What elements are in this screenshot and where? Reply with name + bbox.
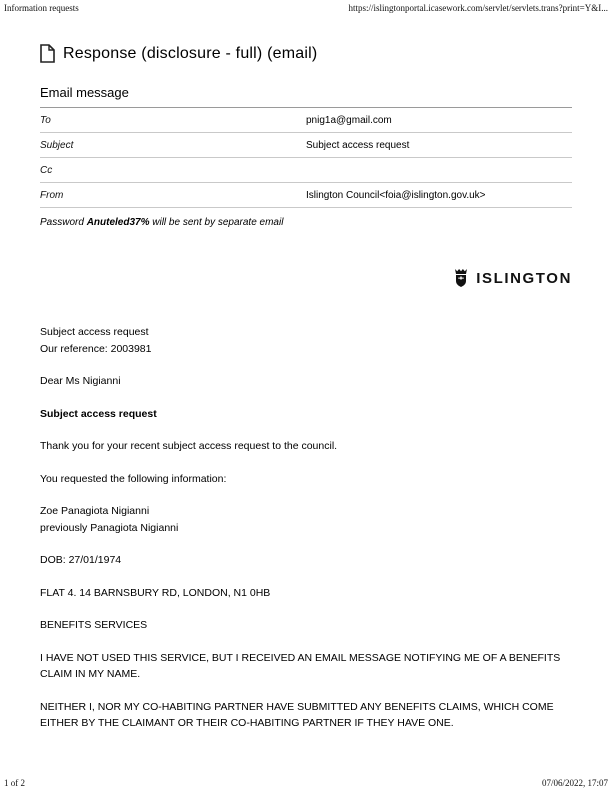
- password-suffix: will be sent by separate email: [149, 217, 284, 228]
- print-header: [4, 3, 608, 13]
- letter-paragraph: [40, 617, 572, 634]
- field-row-from: [40, 183, 572, 208]
- document-page-icon: [40, 44, 55, 63]
- print-header-url: https://islingtonportal.icasework.com/servlet/servlets.trans?print=Y&I...: [348, 3, 608, 13]
- letter-address: [40, 585, 572, 602]
- document-title-row: [40, 44, 572, 63]
- letter-reference: Our reference: 2003981: [40, 342, 152, 355]
- print-footer-datetime: 07/06/2022, 17:07: [541, 778, 608, 788]
- letter-line: I HAVE NOT USED THIS SERVICE, BUT I RECEIVED AN EMAIL MESSAGE NOTIFYING ME OF A BENEFITS CLAIM IN MY NAME.: [40, 651, 561, 680]
- print-header-title: Information requests: [4, 3, 79, 13]
- letter-paragraph: [40, 438, 572, 455]
- field-row-subject: [40, 133, 572, 158]
- password-line: [40, 217, 572, 228]
- field-label-from: From: [40, 190, 64, 201]
- letter-line: DOB: 27/01/1974: [40, 554, 122, 566]
- section-title: Email message: [40, 85, 572, 108]
- email-fields-table: [40, 108, 572, 208]
- letter-line: FLAT 4. 14 BARNSBURY RD, LONDON, N1 0HB: [40, 586, 271, 599]
- letter-line: Thank you for your recent subject access request to the council.: [40, 440, 338, 452]
- print-footer: [4, 778, 608, 788]
- letter-line: Dear Ms Nigianni: [40, 375, 121, 387]
- field-label-subject: Subject: [40, 140, 74, 151]
- field-row-to: [40, 108, 572, 133]
- field-value-subject: Subject access request: [306, 140, 410, 151]
- letter-salutation: [40, 373, 572, 390]
- password-prefix: Password: [40, 217, 87, 228]
- letter-name-block: [40, 503, 572, 536]
- letter-line: Zoe Panagiota Nigianni: [40, 505, 150, 517]
- field-label-to: To: [40, 115, 51, 126]
- letter-paragraph: [40, 699, 572, 732]
- print-footer-page-number: 1 of 2: [4, 778, 25, 788]
- letter-body: [40, 324, 572, 732]
- letter-line: previously Panagiota Nigianni: [40, 521, 179, 534]
- letter-heading: [40, 406, 572, 423]
- field-label-cc: Cc: [40, 165, 53, 176]
- letter-line: Subject access request: [40, 326, 149, 338]
- document-content: [40, 44, 572, 732]
- letter-line: Subject access request: [40, 407, 157, 420]
- field-value-from: Islington Council<foia@islington.gov.uk>: [306, 190, 486, 201]
- password-value: Anuteled37%: [86, 217, 150, 228]
- letter-paragraph: [40, 471, 572, 488]
- islington-logo: [40, 268, 572, 288]
- letter-line: NEITHER I, NOR MY CO-HABITING PARTNER HAVE SUBMITTED ANY BENEFITS CLAIMS, WHICH COME EITHER BY THE CLAIMANT OR THEIR CO-HABITING PARTNER IF THEY HAVE ONE.: [40, 700, 554, 729]
- letter-dob: [40, 552, 572, 569]
- page-title: Response (disclosure - full) (email): [63, 44, 318, 62]
- field-value-cc: [306, 165, 572, 176]
- letter-reference-block: [40, 324, 572, 357]
- letter-line: BENEFITS SERVICES: [40, 619, 148, 631]
- letter-paragraph: [40, 650, 572, 683]
- islington-logo-text: ISLINGTON: [476, 269, 572, 287]
- islington-crest-icon: [453, 268, 469, 288]
- field-value-to: pnig1a@gmail.com: [306, 115, 392, 126]
- field-row-cc: [40, 158, 572, 183]
- letter-line: You requested the following information:: [40, 472, 227, 485]
